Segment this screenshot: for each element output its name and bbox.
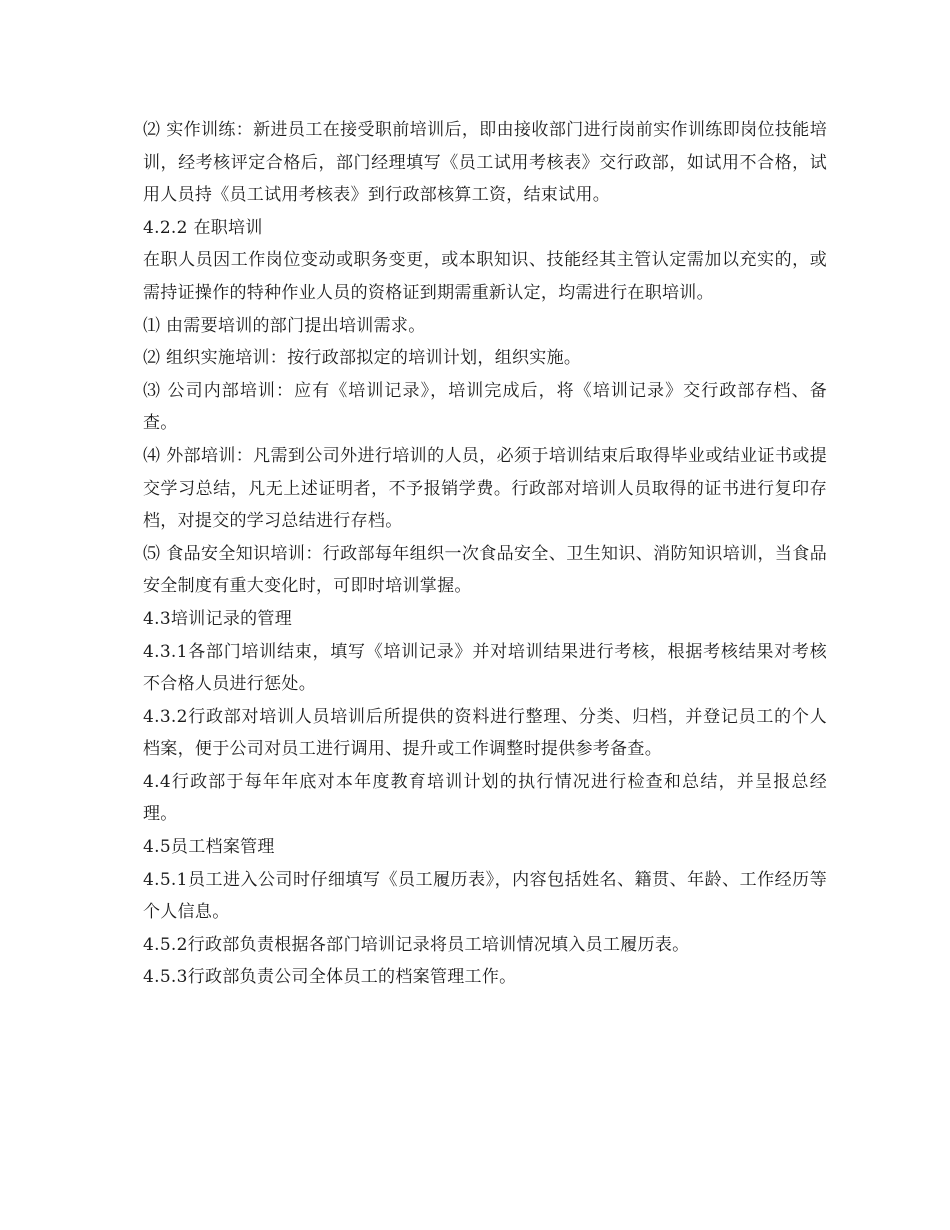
- paragraph-4-3-1: 4.3.1各部门培训结束，填写《培训记录》并对培训结果进行考核，根据考核结果对考核不合格人员进行惩处。: [143, 641, 827, 695]
- list-item-2: ⑵ 组织实施培训：按行政部拟定的培训计划，组织实施。: [143, 348, 582, 369]
- section-heading-4-3: 4.3培训记录的管理: [143, 608, 293, 629]
- list-item-4: ⑷ 外部培训：凡需到公司外进行培训的人员，必须于培训结束后取得毕业或结业证书或提交学习总结，凡无上述证明者，不予报销学费。行政部对培训人员取得的证书进行复印存档，对提交的学习总结进行存档。: [143, 445, 827, 532]
- paragraph-4-3-2: 4.3.2行政部对培训人员培训后所提供的资料进行整理、分类、归档，并登记员工的个人档案，便于公司对员工进行调用、提升或工作调整时提供参考备查。: [143, 706, 827, 760]
- paragraph-4-5-1: 4.5.1员工进入公司时仔细填写《员工履历表》，内容包括姓名、籍贯、年龄、工作经历等个人信息。: [143, 869, 827, 923]
- list-item-3: ⑶ 公司内部培训：应有《培训记录》，培训完成后，将《培训记录》交行政部存档、备查。: [143, 380, 827, 434]
- paragraph-4-5-2: 4.5.2行政部负责根据各部门培训记录将员工培训情况填入员工履历表。: [143, 934, 690, 955]
- section-heading-4-5: 4.5员工档案管理: [143, 837, 275, 858]
- paragraph-practical-training: ⑵ 实作训练：新进员工在接受职前培训后，即由接收部门进行岗前实作训练即岗位技能培训，经考核评定合格后，部门经理填写《员工试用考核表》交行政部，如试用不合格，试用人员持《员工试用考核表》到行政部核算工资，结束试用。: [143, 120, 827, 206]
- paragraph-4-4: 4.4行政部于每年年底对本年度教育培训计划的执行情况进行检查和总结，并呈报总经理。: [143, 771, 827, 825]
- list-item-1: ⑴ 由需要培训的部门提出培训需求。: [143, 315, 426, 336]
- section-heading-4-2-2: 4.2.2 在职培训: [143, 217, 263, 238]
- paragraph-4-5-3: 4.5.3行政部负责公司全体员工的档案管理工作。: [143, 967, 517, 988]
- list-item-5: ⑸ 食品安全知识培训：行政部每年组织一次食品安全、卫生知识、消防知识培训，当食品安全制度有重大变化时，可即时培训掌握。: [143, 543, 827, 597]
- document-body: [143, 114, 827, 994]
- paragraph-on-job-training-intro: 在职人员因工作岗位变动或职务变更，或本职知识、技能经其主管认定需加以充实的，或需持证操作的特种作业人员的资格证到期需重新认定，均需进行在职培训。: [143, 250, 827, 303]
